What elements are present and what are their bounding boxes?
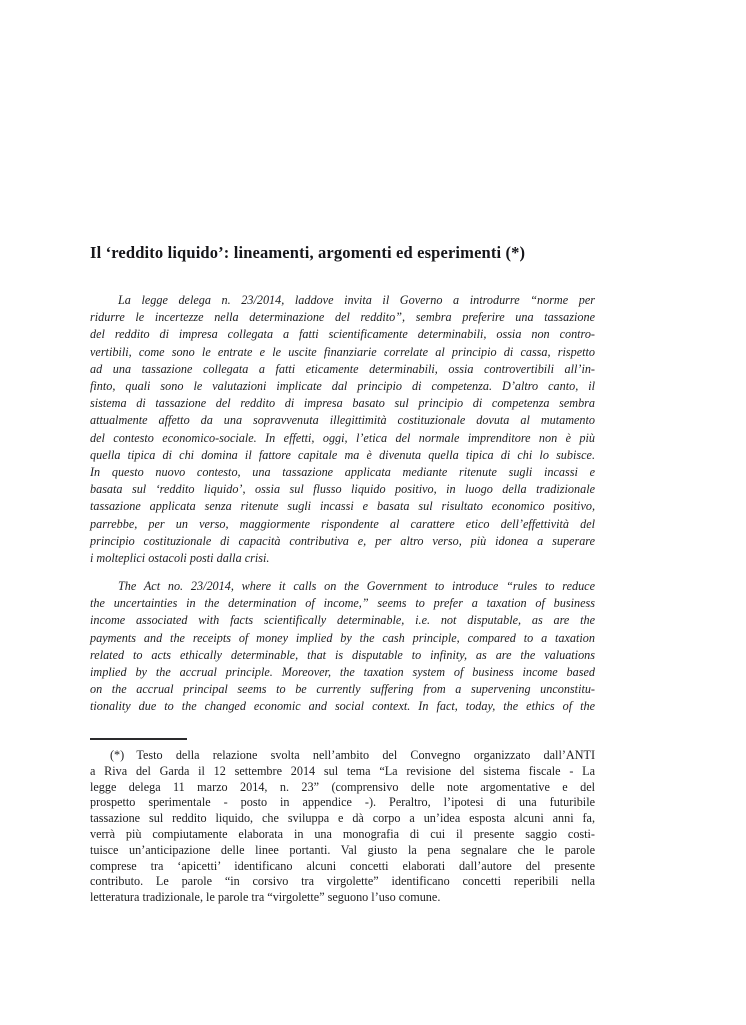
text-line: the uncertainties in the determination of income,” seems to prefer a taxation of business <box>90 596 595 611</box>
text-line: parrebbe, per un verso, maggiormente rispondente al carattere etico dell’effettività del <box>90 516 595 531</box>
text-line: prospetto sperimentale - posto in appendice -). Peraltro, l’ipotesi di una futuribile <box>90 795 595 810</box>
text-line: del contesto economico-sociale. In effetti, oggi, l’etica del normale imprenditore non è più <box>90 430 595 445</box>
text-line: ad una tassazione collegata a fatti eticamente determinabili, ossia controvertibili all’in- <box>90 361 595 376</box>
text-line: letteratura tradizionale, le parole tra “virgolette” seguono l’uso comune. <box>90 890 441 905</box>
text-line: related to acts ethically determinable, that is disputable to infinity, as are the valuations <box>90 647 595 662</box>
text-line: finto, quali sono le valutazioni implicate dal principio di competenza. D’altro canto, il <box>90 379 595 394</box>
text-line: The Act no. 23/2014, where it calls on the Government to introduce “rules to reduce <box>118 579 595 593</box>
text-line: In questo nuovo contesto, una tassazione applicata mediante ritenute sugli incassi e <box>90 465 595 480</box>
text-line: implied by the accrual principle. Moreover, the taxation system of business income based <box>90 665 595 680</box>
abstract-italian <box>90 292 595 567</box>
text-line: (*) Testo della relazione svolta nell’ambito del Convegno organizzato dall’ANTI <box>110 748 595 762</box>
text-line: on the accrual principal seems to be currently suffering from a supervening unconstitu- <box>90 682 595 697</box>
text-line: comprese tra ‘apicetti’ identificano alcuni concetti elaborati dall’autore del presente <box>90 858 595 873</box>
footnote-separator <box>90 738 187 740</box>
text-line: attualmente affetto da una sopravvenuta illegittimità costituzionale dovuta al mutamento <box>90 413 595 428</box>
text-line: basata sul ‘reddito liquido’, ossia sul flusso liquido positivo, in luogo della tradizionale <box>90 482 595 497</box>
text-line: income associated with facts scientifically determinable, i.e. not disputable, as are the <box>90 613 595 628</box>
text-line: tionality due to the changed economic and social context. In fact, today, the ethics of the <box>90 699 595 714</box>
text-line: i molteplici ostacoli posti dalla crisi. <box>90 551 270 566</box>
text-line: vertibili, come sono le entrate e le uscite finanziarie correlate al principio di cassa, rispetto <box>90 344 595 359</box>
text-line: principio costituzionale di capacità contributiva e, per altro verso, più idonea a superare <box>90 533 595 548</box>
text-line: payments and the receipts of money implied by the cash principle, compared to a taxation <box>90 630 595 645</box>
text-line: del reddito di impresa collegata a fatti scientificamente determinabili, ossia non contro- <box>90 327 595 342</box>
footnote <box>90 748 595 906</box>
text-line: a Riva del Garda il 12 settembre 2014 sul tema “La revisione del sistema fiscale - La <box>90 763 595 778</box>
text-line: tassazione sul reddito liquido, che sviluppa e dà corpo a un’idea esposta alcuni anni fa, <box>90 811 595 826</box>
article-title: Il ‘reddito liquido’: lineamenti, argomenti ed esperimenti (*) <box>90 243 526 262</box>
text-line: La legge delega n. 23/2014, laddove invita il Governo a introdurre “norme per <box>118 293 595 307</box>
text-line: tuisce un’anticipazione delle linee portanti. Val giusto la pena segnalare che le parole <box>90 842 595 857</box>
text-line: verrà più compiutamente elaborata in una monografia di cui il presente saggio costi- <box>90 826 595 841</box>
text-line: ridurre le incertezze nella determinazione del reddito”, sembra preferire una tassazione <box>90 310 595 325</box>
text-line: contributo. Le parole “in corsivo tra virgolette” identificano concetti reperibili nella <box>90 874 595 889</box>
text-line: tassazione applicata senza ritenute sugli incassi e basata sul risultato economico positivo, <box>90 499 595 514</box>
abstract-english <box>90 578 595 716</box>
text-line: legge delega 11 marzo 2014, n. 23” (comprensivo delle note argomentative e del <box>90 779 595 794</box>
text-line: sistema di tassazione del reddito di impresa basato sul principio di competenza sembra <box>90 396 595 411</box>
text-line: quella tipica di chi domina il fattore capitale ma è divenuta quella tipica di chi lo subisce. <box>90 447 595 462</box>
